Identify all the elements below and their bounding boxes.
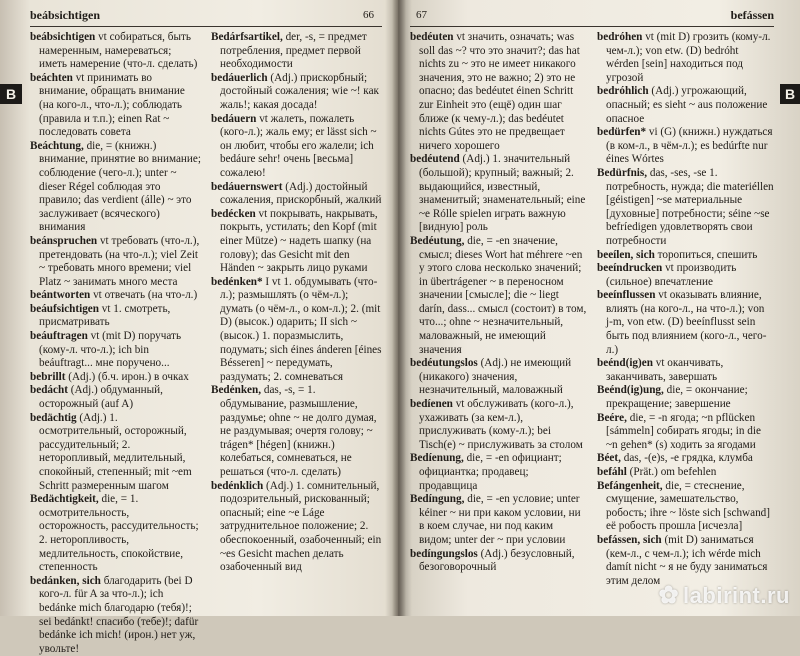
entry-definition: (Adj.) обдуманный, осторожный (auf A) (39, 384, 163, 411)
entry-headword: Bedíngung, (410, 493, 465, 506)
dictionary-entry (211, 31, 382, 72)
entry-definition: vt 1. смотреть, присматривать (39, 302, 171, 329)
dictionary-entry (30, 384, 201, 411)
dictionary-entry (597, 167, 774, 249)
entry-headword: bedíenen (410, 398, 453, 411)
entry-definition: die, = -n ягода; ~n pflücken [sámmeln] собирать ягоды; in die ~n gehen* (s) ходить за ягодами (606, 411, 761, 451)
entry-headword: Bedéutung, (410, 234, 465, 247)
entry-headword: bedéuten (410, 31, 454, 43)
entry-definition: das, -(e)s, -e грядка, клумба (620, 452, 753, 465)
dictionary-entry (410, 398, 587, 452)
left-column-1 (30, 31, 201, 656)
entry-headword: bedácht (30, 384, 68, 397)
entry-definition: (Adj.) 1. сомнительный, подозрительный, рискованный; опасный; eine ~e Láge затруднительное положение; 2. обеспокоенный, озабоченный; ein ~es Gesicht machen делать озабоченный вид (220, 479, 382, 574)
entry-headword: befássen, sich (597, 533, 662, 546)
entry-definition: (Adj.) прискорбный; достойный сожаления; wie ~! как жаль!; какая досада! (220, 71, 379, 111)
dictionary-entry (211, 384, 382, 479)
dictionary-entry (211, 181, 382, 208)
entry-definition: vt (mit D) поручать (кому-л. что-л.); ich bin beáuftragt... мне поручено... (39, 330, 182, 370)
left-page-number: 66 (363, 9, 374, 21)
entry-headword: beénd(ig)en (597, 357, 653, 370)
entry-headword: Befángenheit, (597, 479, 663, 492)
entry-headword: bedéutend (410, 153, 460, 166)
entry-definition: das, -ses, -se 1. потребность, нужда; die materiéllen [géistigen] ~se материальные [духовные] потребности; séine ~se befríedigen удовлетворять свои потребности (606, 166, 774, 247)
dictionary-entry (597, 412, 774, 453)
entry-headword: bedürfen* (597, 126, 647, 139)
entry-headword: beántworten (30, 289, 91, 302)
entry-headword: bedécken (211, 207, 256, 220)
entry-definition: vt требовать (что-л.), претендовать (на что-л.); viel Zeit ~ требовать много времени; viel Platz ~ занимать много места (39, 234, 200, 288)
entry-headword: beáchten (30, 71, 73, 84)
dictionary-entry (30, 412, 201, 494)
entry-headword: beáuftragen (30, 330, 88, 343)
entry-definition: das, -s, = 1. обдумывание, размышление, раздумье; ohne ~ не долго думая, не раздумывая; очертя голову; ~ trágen* [hégen] (книжн.) колебаться, сомневаться, не решаться (что-л. сделать) (220, 384, 377, 478)
left-columns (30, 31, 382, 656)
right-guide-word: befássen (730, 8, 774, 22)
entry-headword: Bedárfsartikel, (211, 31, 283, 43)
dictionary-entry (597, 31, 774, 85)
right-column-2 (597, 31, 774, 588)
entry-headword: bedáuerlich (211, 71, 268, 84)
entry-headword: bedáuern (211, 112, 257, 125)
right-column-1 (410, 31, 587, 588)
dictionary-entry (597, 249, 774, 263)
right-thumb-index-tab: B (780, 84, 800, 104)
entry-definition: vt (mit D) грозить (кому-л. чем-л.); von etw. (D) bedróht wérden [sein] находиться под угрозой (606, 31, 771, 84)
entry-definition: I vt 1. обдумывать (что-л.); размышлять (о чём-л.); думать (о чём-л., о ком-л.); 2. (mit D) (высок.) одарить; II sich ~ (высок.) 1. поразмыслить, подумать; sich éines ánderen [éines Bésseren] ~ передумать, раздумать; 2. сомневаться (220, 275, 382, 383)
dictionary-entry (410, 452, 587, 493)
entry-headword: Beáchtung, (30, 139, 84, 152)
dictionary-entry (410, 31, 587, 153)
dictionary-entry (30, 140, 201, 235)
entry-definition: vt жалеть, пожалеть (кого-л.); жаль ему; er lässt sich ~ он любит, чтобы его жалели; ich bedáure sehr! очень [весьма] сожалею! (220, 112, 377, 179)
entry-definition: (Adj.) (б.ч. ирон.) в очках (65, 370, 189, 383)
entry-headword: bedróhen (597, 31, 643, 43)
dictionary-entry (410, 548, 587, 575)
dictionary-entry (597, 480, 774, 534)
entry-headword: beánspruchen (30, 234, 98, 247)
entry-definition: (Adj.) угрожающий, опасный; es sieht ~ aus положение опасное (606, 85, 768, 125)
entry-headword: beábsichtigen (30, 31, 96, 43)
entry-headword: Beénd(ig)ung, (597, 384, 664, 397)
dictionary-entry (597, 466, 774, 480)
entry-headword: Bedächtigkeit, (30, 493, 99, 506)
dictionary-entry (597, 452, 774, 466)
entry-definition: vt отвечать (на что-л.) (90, 289, 198, 302)
entry-definition: vt производить (сильное) впечатление (606, 262, 737, 288)
entry-headword: beeínflussen (597, 289, 656, 302)
entry-definition: (Adj.) 1. значительный (большой); крупный; важный; 2. выдающийся, известный, знаменитый; знаменательный; eine ~e Rólle spielen играть важную [видную] роль (419, 153, 586, 234)
entry-definition: die, = -en официант; официантка; продавец; продавщица (419, 452, 562, 492)
watermark-star-icon: ✿ (658, 582, 680, 609)
dictionary-entry (211, 72, 382, 113)
left-page (0, 0, 398, 655)
dictionary-entry (410, 235, 587, 357)
right-running-head (410, 8, 774, 27)
entry-definition: (Adj.) не имеющий (никакого) значения, незначительный, маловажный (419, 357, 572, 397)
left-column-2 (211, 31, 382, 656)
entry-definition: (Adj.) безусловный, безоговорочный (419, 547, 575, 574)
entry-headword: Bedénken, (211, 384, 262, 397)
entry-headword: Bedíenung, (410, 452, 464, 465)
entry-headword: bedáuernswert (211, 180, 283, 193)
entry-headword: beeílen, sich (597, 248, 655, 261)
dictionary-entry (410, 493, 587, 547)
dictionary-entry (597, 126, 774, 167)
entry-definition: торопиться, спешить (654, 248, 758, 261)
dictionary-entry (597, 384, 774, 411)
entry-definition: der, -s, = предмет потребления, предмет первой необходимости (220, 31, 367, 71)
entry-headword: bedénklich (211, 479, 264, 492)
right-page-number: 67 (416, 9, 427, 21)
entry-definition: die, = окончание; прекращение; завершение (606, 384, 748, 411)
entry-definition: vt покрывать, накрывать, покрыть, устилать; den Kopf (mit einer Mütze) ~ надеть шапку (на голову); das Gesicht mit den Händen ~ закрыть лицо руками (220, 207, 378, 275)
entry-headword: befáhl (597, 466, 627, 478)
entry-headword: bedánken, sich (30, 574, 101, 587)
entry-definition: die, = стеснение, смущение, замешательство, робость; ihre ~ löste sich [schwand] её робость прошла [исчезла] (606, 479, 770, 533)
entry-definition: vt оканчивать, заканчивать, завершать (606, 357, 724, 383)
dictionary-entry (30, 72, 201, 140)
dictionary-entry (30, 371, 201, 385)
entry-headword: bedéutungslos (410, 357, 478, 370)
entry-headword: beeíndrucken (597, 262, 663, 275)
dictionary-entry (30, 575, 201, 656)
entry-headword: bedróhlich (597, 85, 649, 98)
watermark (658, 581, 790, 610)
entry-headword: Béet, (597, 452, 621, 465)
left-thumb-index-tab: B (0, 84, 22, 104)
entry-headword: Bedürfnis, (597, 166, 648, 179)
entry-definition: vt обслуживать (кого-л.), ухаживать (за кем-л.), прислуживать (кому-л.); bei Tisch(e) ~ прислуживать за столом (419, 398, 583, 451)
dictionary-entry (211, 276, 382, 385)
entry-definition: благодарить (bei D кого-л. für A за что-л.); ich bedánke mich благодарю (тебя)!; sei bedánkt! спасибо (тебе)!; dafür bedánke ich mich! (ирон.) нет уж, увольте! (39, 574, 199, 655)
entry-headword: bedénken* (211, 275, 263, 288)
dictionary-entry (597, 262, 774, 289)
entry-headword: beáufsichtigen (30, 302, 99, 315)
entry-definition: (Prät.) om befehlen (626, 466, 717, 478)
entry-definition: (Adj.) 1. осмотрительный, осторожный, рассудительный; 2. неторопливый, медлительный, спокойный, степенный; mit ~em Schritt размеренным шагом (39, 411, 192, 492)
entry-headword: bedächtig (30, 411, 77, 424)
left-guide-word: beábsichtigen (30, 8, 101, 22)
dictionary-entry (211, 208, 382, 276)
dictionary-entry (30, 31, 201, 72)
entry-definition: die, = (книжн.) внимание, принятие во внимание; соблюдение (чего-л.); unter ~ dieser Régel соблюдая это правило; das verdient (álle) ~ это заслуживает (всяческого) внимания (39, 139, 201, 234)
entry-definition: vt принимать во внимание, обращать внимание (на кого-л., что-л.); соблюдать (правила и т.п.); einen Rat ~ последовать совета (39, 71, 185, 139)
right-columns (410, 31, 774, 588)
dictionary-entry (597, 357, 774, 384)
right-page (398, 0, 800, 616)
dictionary-entry (597, 289, 774, 357)
dictionary-entry (30, 493, 201, 575)
entry-definition: die, = -en условие; unter kéiner ~ ни при каком условии, ни в коем случае, ни под каким видом; unter der ~ при условии (419, 493, 581, 546)
entry-definition: vt собираться, быть намеренным, намереваться; иметь намерение (что-л. сделать) (39, 31, 198, 71)
entry-definition: die, = -en значение, смысл; dieses Wort hat méhrere ~en у этого слова несколько значений; in übertrágener ~ в переносном значении [смысле]; die ~ liegt darín, dass... смысл (состоит) в том, что...; ohne ~ незначительный, маловажный, не имеющий значения (419, 234, 587, 356)
dictionary-entry (410, 357, 587, 398)
watermark-text: labirint.ru (683, 582, 790, 608)
dictionary-entry (30, 330, 201, 371)
entry-definition: vt оказывать влияние, влиять (на кого-л., на что-л.); von j-m, von etw. (D) beeínflusst sein быть под влиянием (кого-л., чего-л.) (606, 289, 767, 356)
left-running-head (30, 8, 382, 27)
dictionary-entry (597, 85, 774, 126)
dictionary-entry (30, 235, 201, 289)
dictionary-entry (30, 303, 201, 330)
dictionary-entry (30, 289, 201, 303)
dictionary-entry (410, 153, 587, 235)
dictionary-entry (211, 113, 382, 181)
entry-definition: (Adj.) достойный сожаления, прискорбный, жалкий (220, 180, 382, 207)
entry-headword: bebrillt (30, 370, 66, 383)
entry-definition: vi (G) (книжн.) нуждаться (в ком-л., в чём-л.); es bedúrfte nur éines Wórtes (606, 126, 773, 166)
entry-definition: die, = 1. осмотрительность, осторожность, рассудительность; 2. неторопливость, медлительность, спокойствие, степенность (39, 493, 199, 574)
entry-headword: bedíngungslos (410, 547, 478, 560)
entry-definition: vt значить, означать; was soll das ~? что это значит?; das hat nichts zu ~ это не имеет никакого значения, это не важно; 2) это не опасно; das bedéutet éinen Schritt zur Einheit это (ещё) один шаг ближе (к чему-л.); das bedéutet nichts Gútes это не предвещает ничего хорошего (419, 31, 580, 152)
entry-headword: Beére, (597, 411, 627, 424)
book-gutter (392, 0, 406, 616)
dictionary-entry (211, 480, 382, 575)
entry-definition: (mit D) заниматься (кем-л., с чем-л.); ich wérde mich damít nicht ~ я не буду заниматься этим делом (606, 533, 768, 587)
